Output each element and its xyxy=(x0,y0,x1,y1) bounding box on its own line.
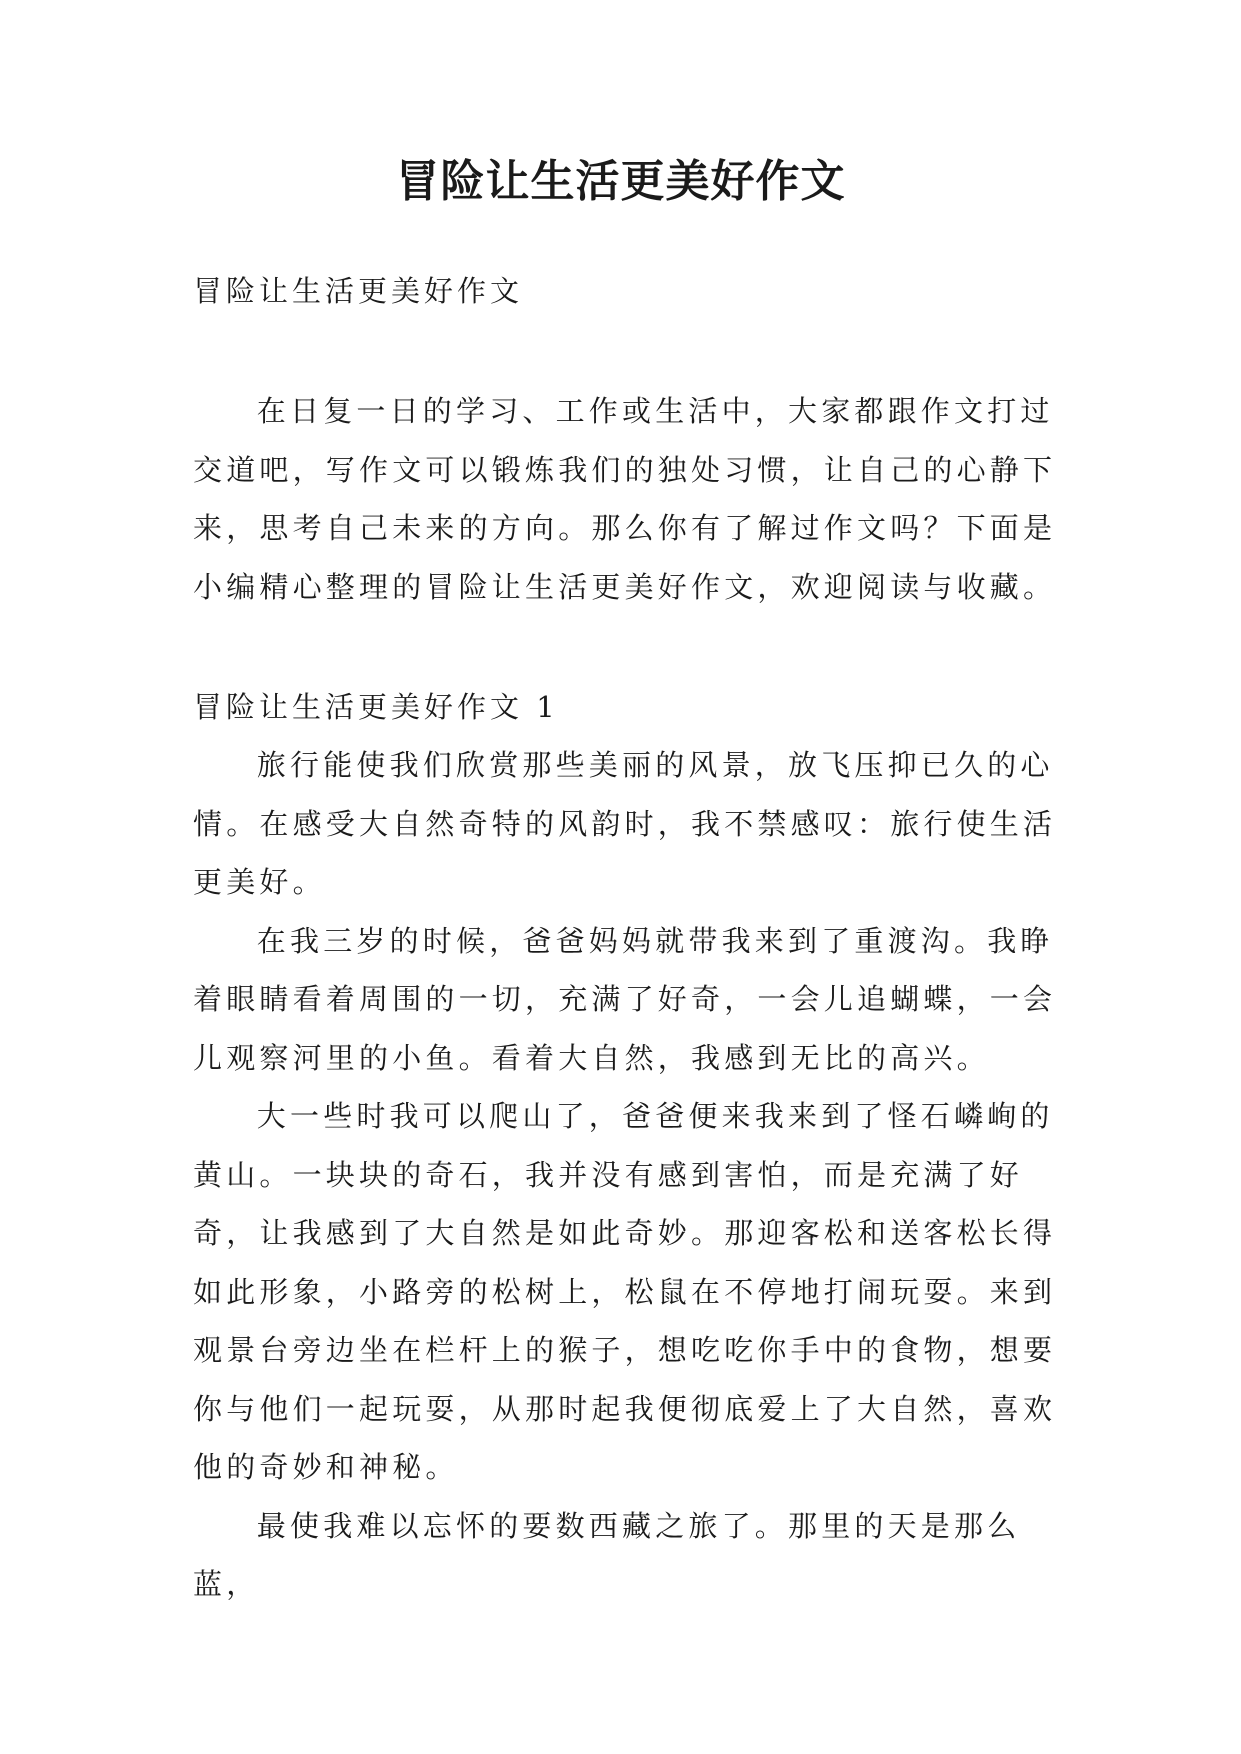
section-title: 冒险让生活更美好作文 1 xyxy=(193,690,559,724)
document-heading: 冒险让生活更美好作文 xyxy=(193,274,524,308)
document-body xyxy=(193,262,1063,1614)
body-paragraph: 在我三岁的时候，爸爸妈妈就带我来到了重渡沟。我睁着眼睛看着周围的一切，充满了好奇，一会儿追蝴蝶，一会儿观察河里的小鱼。看着大自然，我感到无比的高兴。 xyxy=(193,923,1057,1075)
body-paragraph: 大一些时我可以爬山了，爸爸便来我来到了怪石嶙峋的黄山。一块块的奇石，我并没有感到害怕，而是充满了好奇，让我感到了大自然是如此奇妙。那迎客松和送客松长得如此形象，小路旁的松树上，松鼠在不停地打闹玩耍。来到观景台旁边坐在栏杆上的猴子，想吃吃你手中的食物，想要你与他们一起玩耍，从那时起我便彻底爱上了大自然，喜欢他的奇妙和神秘。 xyxy=(193,1099,1057,1484)
document-title: 冒险让生活更美好作文 xyxy=(395,156,846,207)
body-paragraph: 最使我难以忘怀的要数西藏之旅了。那里的天是那么蓝， xyxy=(193,1508,1021,1601)
body-paragraph: 旅行能使我们欣赏那些美丽的风景，放飞压抑已久的心情。在感受大自然奇特的风韵时，我不禁感叹：旅行使生活更美好。 xyxy=(193,748,1057,899)
intro-paragraph: 在日复一日的学习、工作或生活中，大家都跟作文打过交道吧，写作文可以锻炼我们的独处习惯，让自己的心静下来，思考自己未来的方向。那么你有了解过作文吗？下面是小编精心整理的冒险让生活更美好作文，欢迎阅读与收藏。 xyxy=(193,394,1057,604)
